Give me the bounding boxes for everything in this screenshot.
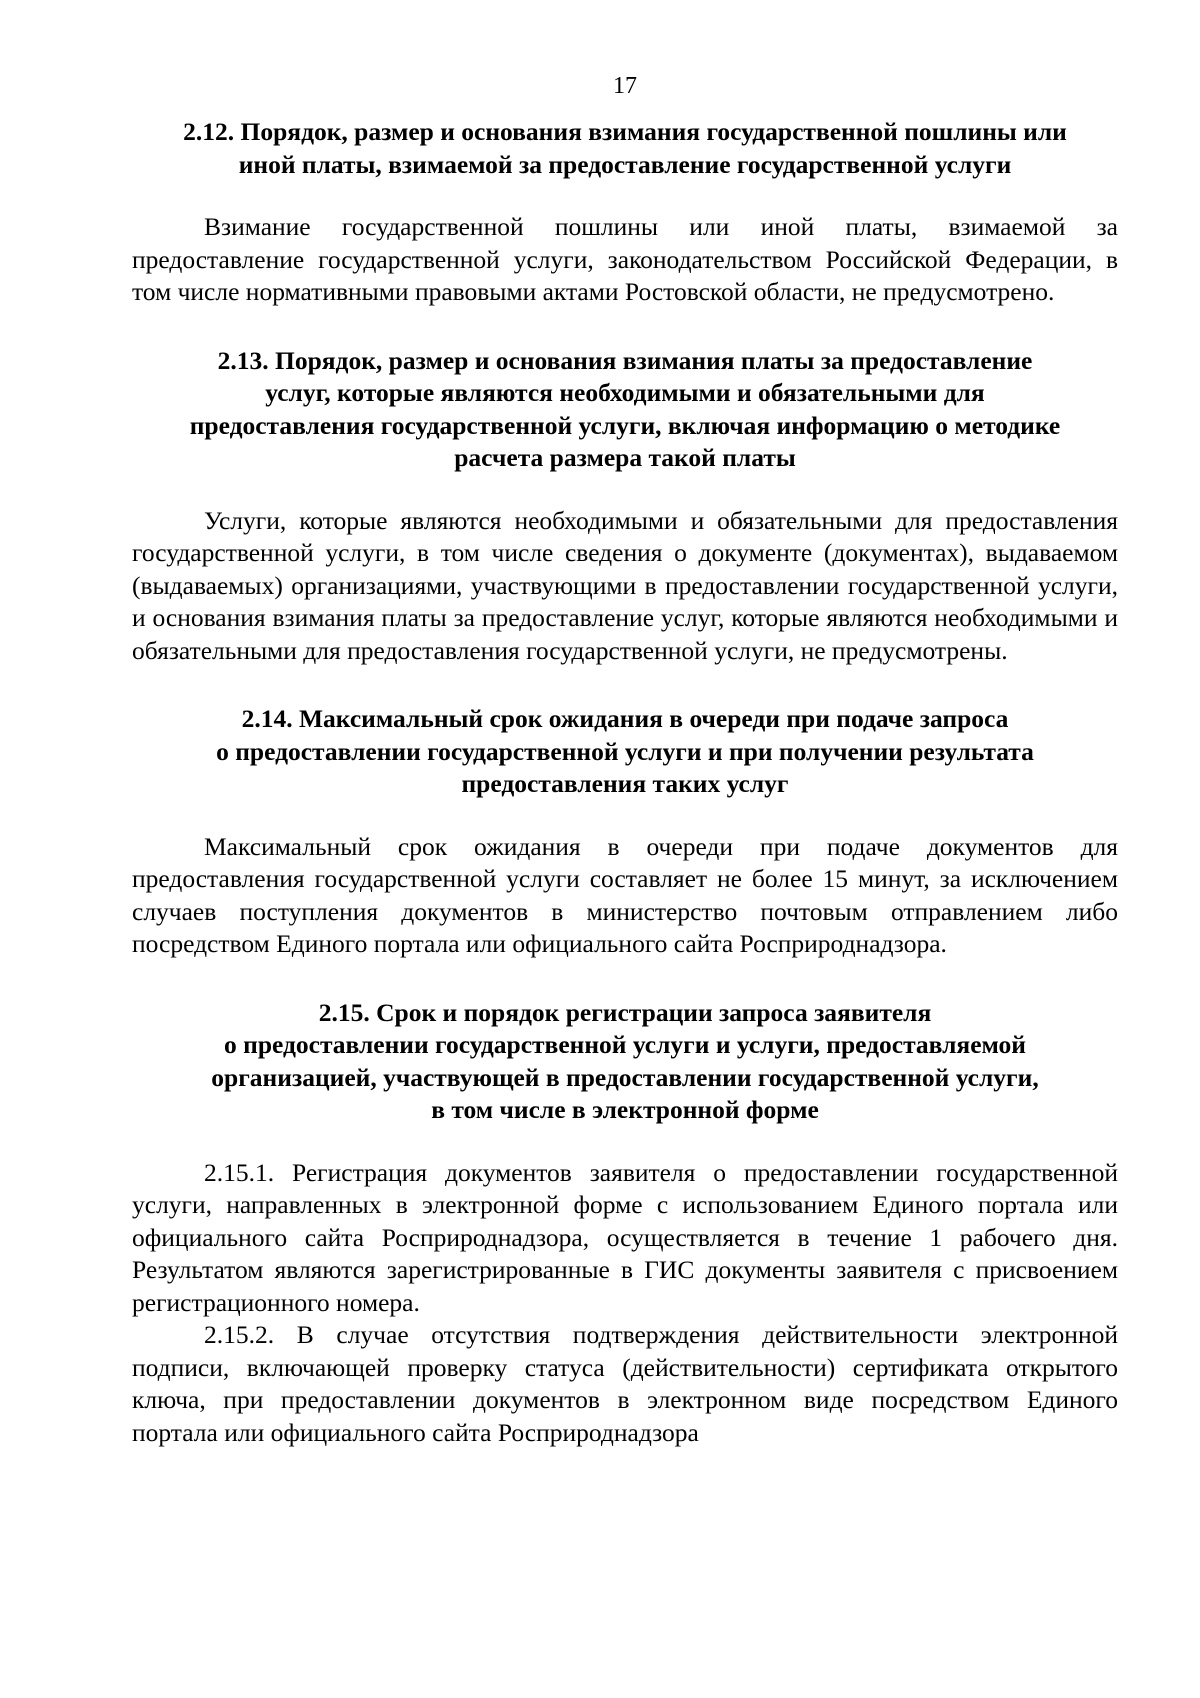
section-heading-2-14 <box>132 703 1118 801</box>
heading-line: о предоставлении государственной услуги и услуги, предоставляемой <box>224 1030 1026 1059</box>
paragraph: Максимальный срок ожидания в очереди при подаче документов для предоставления государственной услуги составляет не более 15 минут, за исключением случаев поступления документов в министерство почтовым отправлением либо посредством Единого портала или официального сайта Росприроднадзора. <box>132 831 1118 958</box>
section-heading-2-12 <box>132 116 1118 181</box>
heading-line: иной платы, взимаемой за предоставление государственной услуги <box>238 149 1012 179</box>
section-heading-2-15 <box>132 997 1118 1127</box>
heading-line: 2.14. Максимальный срок ожидания в очереди при подаче запроса <box>241 704 1009 733</box>
page-number: 17 <box>613 73 637 99</box>
document-page <box>132 70 1118 1449</box>
heading-line: предоставления таких услуг <box>461 769 789 798</box>
section-heading-2-13 <box>132 345 1118 475</box>
heading-line: в том числе в электронной форме <box>431 1095 819 1124</box>
heading-line: расчета размера такой платы <box>454 443 796 472</box>
paragraph: Взимание государственной пошлины или иной платы, взимаемой за предоставление государственной услуги, законодательством Российской Федерации, в том числе нормативными правовыми актами Ростовской области, не предусмотрено. <box>132 212 1118 306</box>
heading-line: организацией, участвующей в предоставлении государственной услуги, <box>211 1062 1039 1092</box>
heading-line: услуг, которые являются необходимыми и обязательными для <box>265 378 985 407</box>
heading-line: 2.12. Порядок, размер и основания взимания государственной пошлины или <box>183 117 1067 146</box>
paragraph: 2.15.1. Регистрация документов заявителя о предоставлении государственной услуги, направленных в электронной форме с использованием Единого портала или официального сайта Росприроднадзора, осуществляется в течение 1 рабочего дня. Результатом являются зарегистрированные в ГИС документы заявителя с присвоением регистрационного номера. <box>132 1157 1118 1317</box>
heading-line: о предоставлении государственной услуги и при получении результата <box>216 736 1034 766</box>
paragraph: 2.15.2. В случае отсутствия подтверждения действительности электронной подписи, включающей проверку статуса (действительности) сертификата открытого ключа, при предоставлении документов в электронном виде посредством Единого портала или официального сайта Росприроднадзора <box>132 1320 1118 1447</box>
heading-line: 2.13. Порядок, размер и основания взимания платы за предоставление <box>217 345 1033 375</box>
heading-line: предоставления государственной услуги, включая информацию о методике <box>189 410 1061 440</box>
heading-line: 2.15. Срок и порядок регистрации запроса заявителя <box>318 997 932 1027</box>
paragraph: Услуги, которые являются необходимыми и обязательными для предоставления государственной услуги, в том числе сведения о документе (документах), выдаваемом (выдаваемых) организациями, участвующими в предоставлении государственной услуги, и основания взимания платы за предоставление услуг, которые являются необходимыми и обязательными для предоставления государственной услуги, не предусмотрены. <box>132 505 1118 665</box>
